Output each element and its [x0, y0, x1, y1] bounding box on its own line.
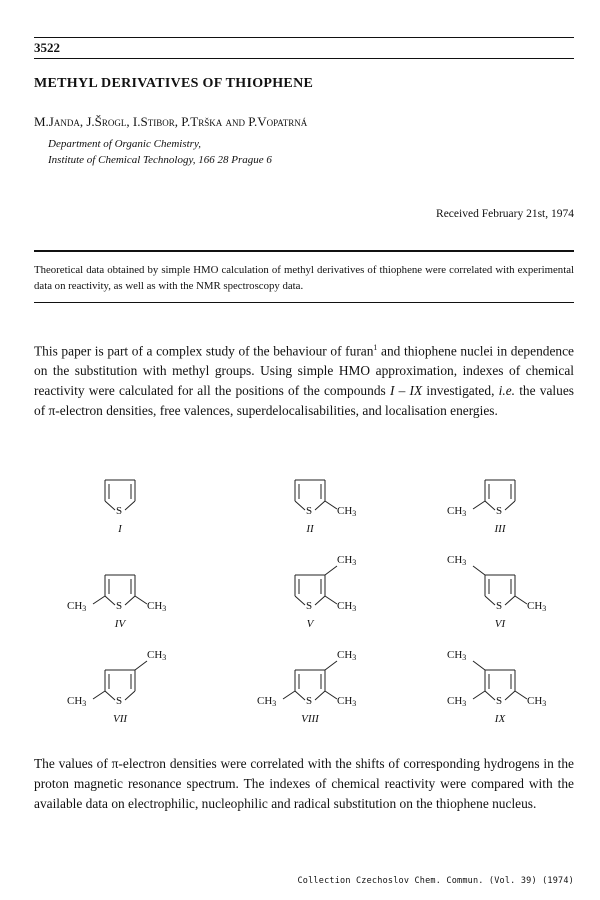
sulfur-atom-label: S — [306, 600, 313, 612]
sulfur-atom-label: S — [116, 600, 123, 612]
methyl-group-label: CH3 — [147, 649, 167, 662]
intro-text-b: and thiophene nuclei in dependence on the substitution with methyl groups. Using simple HMO approximation, indexes of chemical reactivity were calculated for all the positions of the compounds — [34, 343, 574, 399]
compound-range: I – IX — [389, 383, 423, 399]
structure-ix — [447, 649, 547, 760]
compound-number: V — [306, 618, 314, 630]
journal-footer: Collection Czechoslov Chem. Commun. (Vol. 39) (1974) — [297, 876, 574, 886]
sulfur-atom-label: S — [116, 695, 123, 707]
methyl-group-label: CH3 — [447, 505, 467, 518]
compound-number: VII — [112, 713, 128, 725]
compound-number: III — [494, 523, 506, 535]
reference-marker: 1 — [373, 343, 378, 352]
author-list: M.Janda, J.Šrogl, I.Stibor, P.Trška and P.Vopatrná — [34, 114, 308, 129]
abstract-top-rule — [34, 250, 574, 252]
header-rule — [34, 58, 574, 59]
compound-number: II — [306, 523, 314, 535]
intro-paragraph — [34, 338, 574, 421]
methyl-group-label: CH3 — [257, 695, 277, 708]
top-rule — [34, 37, 574, 38]
methyl-group-label: CH3 — [337, 600, 357, 613]
methyl-group-label: CH3 — [67, 695, 87, 708]
affiliation-institute: Institute of Chemical Technology, 166 28 Prague 6 — [48, 154, 272, 166]
methyl-group-label: CH3 — [147, 600, 167, 613]
methyl-group-label: CH3 — [447, 554, 467, 567]
article-title: METHYL DERIVATIVES OF THIOPHENE — [34, 76, 314, 91]
methyl-group-label: CH3 — [527, 600, 547, 613]
methyl-group-label: CH3 — [337, 505, 357, 518]
sulfur-atom-label: S — [306, 695, 313, 707]
methyl-group-label: CH3 — [447, 695, 467, 708]
sulfur-atom-label: S — [496, 695, 503, 707]
structure-vi — [447, 554, 547, 665]
compound-number: I — [118, 523, 122, 535]
methyl-group-label: CH3 — [337, 695, 357, 708]
methyl-group-label: CH3 — [527, 695, 547, 708]
received-date: Received February 21st, 1974 — [436, 208, 574, 220]
sulfur-atom-label: S — [116, 505, 123, 517]
ie-abbrev: i.e. — [498, 383, 515, 399]
abstract-bottom-rule — [34, 302, 574, 303]
intro-text-d: the values of π-electron densities, free valences, superdelocalisabilities, and localisation energies. — [34, 383, 574, 419]
sulfur-atom-label: S — [496, 505, 503, 517]
compound-number: VIII — [301, 713, 319, 725]
structure-iii — [447, 465, 545, 570]
affiliation-department: Department of Organic Chemistry, — [48, 138, 201, 150]
structure-viii — [257, 649, 357, 760]
structure-vii — [67, 649, 167, 760]
methyl-group-label: CH3 — [447, 649, 467, 662]
abstract-text: Theoretical data obtained by simple HMO calculation of methyl derivatives of thiophene were correlated with experimental data on reactivity, as well as with the NMR spectroscopy data. — [34, 264, 574, 292]
compound-number: IV — [114, 618, 126, 630]
nmr-paragraph: The values of π-electron densities were correlated with the shifts of corresponding hydrogens in the proton magnetic resonance spectrum. The indexes of chemical reactivity were compared with the available data on electrophilic, nucleophilic and radical substitution on the thiophene nucleus. — [34, 756, 574, 811]
page-number: 3522 — [34, 40, 60, 55]
structure-i — [75, 465, 165, 570]
sulfur-atom-label: S — [496, 600, 503, 612]
compound-number: VI — [494, 618, 506, 630]
compound-number: IX — [494, 713, 506, 725]
intro-text-a: This paper is part of a complex study of the behaviour of furan — [34, 343, 374, 359]
methyl-group-label: CH3 — [337, 649, 357, 662]
methyl-group-label: CH3 — [67, 600, 87, 613]
sulfur-atom-label: S — [306, 505, 313, 517]
methyl-group-label: CH3 — [337, 554, 357, 567]
intro-text-c: investigated, — [422, 383, 499, 399]
